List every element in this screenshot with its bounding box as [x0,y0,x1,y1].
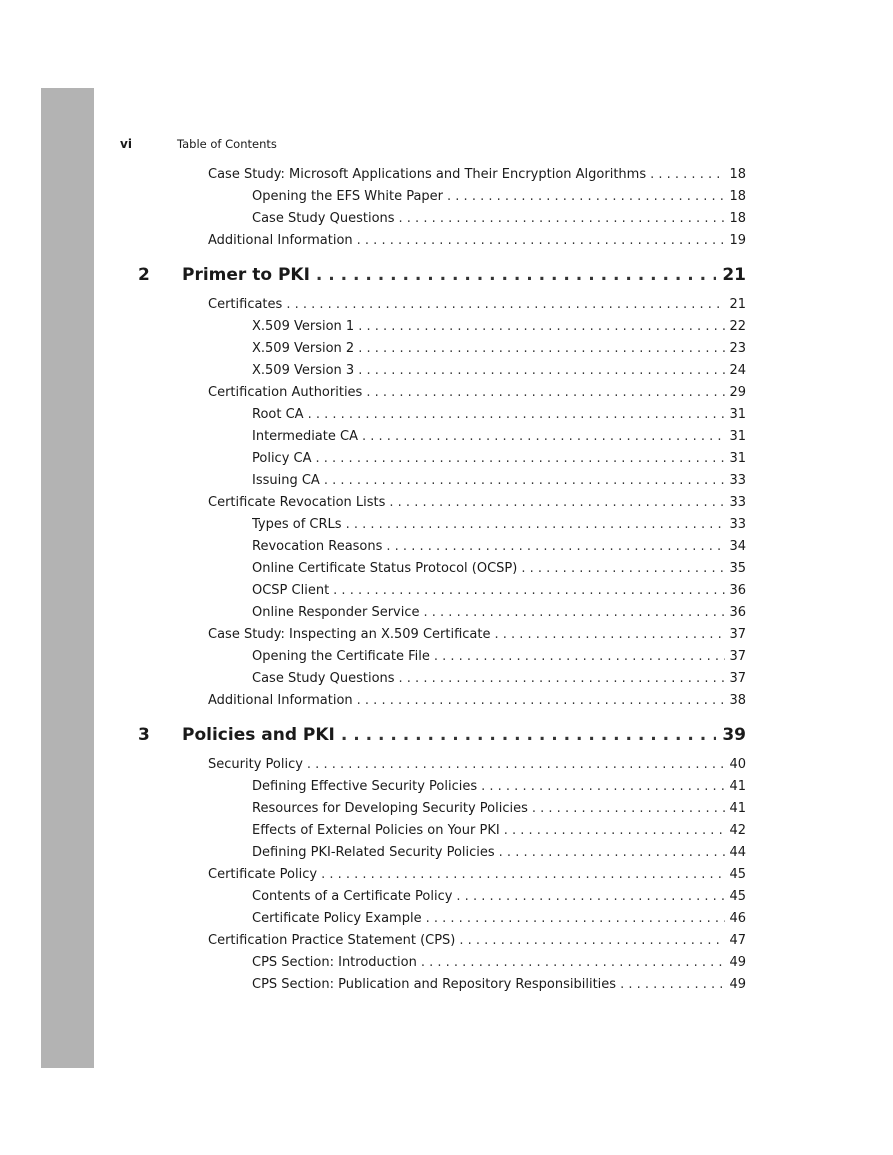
dot-leader [341,724,716,746]
toc-entry-title: Case Study Questions [252,671,395,686]
toc-page-number: 45 [729,889,746,904]
dot-leader [399,670,726,688]
toc-page-number: 37 [729,671,746,686]
toc-entry-title: X.509 Version 1 [252,319,355,334]
dot-leader [366,384,725,402]
toc-subsection-entry[interactable] [252,670,746,688]
toc-chapter-entry[interactable] [138,724,746,746]
dot-leader [316,450,726,468]
dot-leader [316,264,716,286]
dot-leader [447,188,725,206]
toc-subsection-entry[interactable] [252,648,746,666]
toc-subsection-entry[interactable] [252,822,746,840]
dot-leader [494,626,725,644]
toc-entry-title: Intermediate CA [252,429,358,444]
toc-entry-title: X.509 Version 2 [252,341,355,356]
toc-subsection-entry[interactable] [252,538,746,556]
dot-leader [346,516,726,534]
toc-entry-title: Online Responder Service [252,605,420,620]
toc-page-number: 21 [729,297,746,312]
toc-entry-title: OCSP Client [252,583,330,598]
toc-entry-title: Certificate Policy [208,867,318,882]
toc-entry-title: Primer to PKI [182,265,310,285]
toc-subsection-entry[interactable] [252,188,746,206]
dot-leader [324,472,726,490]
toc-page-number: 49 [729,977,746,992]
toc-section-entry[interactable] [208,932,746,950]
toc-page-number: 47 [729,933,746,948]
toc-page-number: 31 [729,429,746,444]
toc-page-number: 45 [729,867,746,882]
toc-page-number: 33 [729,517,746,532]
toc-entry-title: Additional Information [208,233,353,248]
toc-subsection-entry[interactable] [252,472,746,490]
toc-entry-title: Security Policy [208,757,303,772]
toc-page-number: 33 [729,473,746,488]
toc-page-number: 40 [729,757,746,772]
toc-section-entry[interactable] [208,756,746,774]
toc-subsection-entry[interactable] [252,888,746,906]
toc-entry-title: Effects of External Policies on Your PKI [252,823,500,838]
page-number: vi [120,137,132,151]
dot-leader [532,800,726,818]
toc-page-number: 36 [729,605,746,620]
toc-entry-title: Policies and PKI [182,725,335,745]
toc-page-number: 36 [729,583,746,598]
toc-subsection-entry[interactable] [252,210,746,228]
toc-entry-title: CPS Section: Publication and Repository Responsibilities [252,977,617,992]
toc-entry-title: Defining Effective Security Policies [252,779,478,794]
toc-section-entry[interactable] [208,384,746,402]
toc-section-entry[interactable] [208,494,746,512]
toc-entry-title: Root CA [252,407,304,422]
dot-leader [358,340,725,358]
toc-entry-title: Types of CRLs [252,517,342,532]
toc-entry-title: Certification Practice Statement (CPS) [208,933,456,948]
toc-entry-title: Case Study: Microsoft Applications and Their Encryption Algorithms [208,167,647,182]
dot-leader [399,210,726,228]
toc-page-number: 23 [729,341,746,356]
toc-entry-title: Issuing CA [252,473,320,488]
toc-page-number: 18 [729,167,746,182]
toc-entry-title: Additional Information [208,693,353,708]
toc-page-number: 46 [729,911,746,926]
toc-entry-title: CPS Section: Introduction [252,955,417,970]
toc-subsection-entry[interactable] [252,778,746,796]
chapter-number: 2 [138,265,150,285]
toc-subsection-entry[interactable] [252,910,746,928]
chapter-number: 3 [138,725,150,745]
toc-entry-title: Opening the EFS White Paper [252,189,444,204]
running-head: Table of Contents [177,137,277,151]
toc-subsection-entry[interactable] [252,582,746,600]
toc-section-entry[interactable] [208,296,746,314]
dot-leader [459,932,725,950]
toc-page-number: 41 [729,801,746,816]
toc-section-entry[interactable] [208,232,746,250]
toc-page-number: 19 [729,233,746,248]
toc-subsection-entry[interactable] [252,406,746,424]
toc-page-number: 22 [729,319,746,334]
dot-leader [307,756,726,774]
dot-leader [333,582,725,600]
dot-leader [362,428,725,446]
toc-subsection-entry[interactable] [252,450,746,468]
toc-subsection-entry[interactable] [252,428,746,446]
dot-leader [389,494,725,512]
toc-page-number: 39 [722,725,746,745]
toc-page-number: 34 [729,539,746,554]
toc-entry-title: Certification Authorities [208,385,363,400]
toc-subsection-entry[interactable] [252,800,746,818]
toc-entry-title: Contents of a Certificate Policy [252,889,453,904]
dot-leader [650,166,725,184]
toc-page-number: 42 [729,823,746,838]
toc-page-number: 33 [729,495,746,510]
toc-entry-title: Resources for Developing Security Policies [252,801,528,816]
toc-subsection-entry[interactable] [252,340,746,358]
toc-page-number: 44 [729,845,746,860]
dot-leader [456,888,725,906]
dot-leader [504,822,726,840]
dot-leader [357,692,726,710]
toc-page-number: 49 [729,955,746,970]
dot-leader [357,232,726,250]
dot-leader [434,648,726,666]
dot-leader [286,296,725,314]
toc-page-number: 21 [722,265,746,285]
toc-entry-title: Opening the Certificate File [252,649,430,664]
toc-page-number: 41 [729,779,746,794]
toc-subsection-entry[interactable] [252,844,746,862]
dot-leader [358,362,725,380]
dot-leader [424,604,726,622]
toc-page-number: 37 [729,649,746,664]
toc-entry-title: Case Study: Inspecting an X.509 Certificate [208,627,491,642]
toc-page-number: 35 [729,561,746,576]
toc-entry-title: X.509 Version 3 [252,363,355,378]
toc-subsection-entry[interactable] [252,604,746,622]
toc-entry-title: Online Certificate Status Protocol (OCSP) [252,561,518,576]
toc-page-number: 31 [729,451,746,466]
toc-subsection-entry[interactable] [252,976,746,994]
toc-entry-title: Case Study Questions [252,211,395,226]
dot-leader [321,866,725,884]
toc-subsection-entry[interactable] [252,560,746,578]
toc-page-number: 37 [729,627,746,642]
dot-leader [499,844,726,862]
toc-entry-title: Certificate Policy Example [252,911,422,926]
toc-entry-title: Certificates [208,297,283,312]
dot-leader [521,560,725,578]
dot-leader [308,406,726,424]
dot-leader [481,778,725,796]
toc-section-entry[interactable] [208,626,746,644]
dot-leader [386,538,725,556]
toc-entry-title: Policy CA [252,451,312,466]
toc-subsection-entry[interactable] [252,362,746,380]
toc-section-entry[interactable] [208,166,746,184]
toc-entry-title: Revocation Reasons [252,539,383,554]
toc-page-number: 18 [729,211,746,226]
toc-page-number: 18 [729,189,746,204]
toc-chapter-entry[interactable] [138,264,746,286]
toc-section-entry[interactable] [208,866,746,884]
dot-leader [620,976,725,994]
toc-subsection-entry[interactable] [252,516,746,534]
toc-subsection-entry[interactable] [252,318,746,336]
toc-page-number: 38 [729,693,746,708]
dot-leader [358,318,725,336]
toc-entry-title: Defining PKI-Related Security Policies [252,845,495,860]
toc-section-entry[interactable] [208,692,746,710]
toc-entry-title: Certificate Revocation Lists [208,495,386,510]
toc-page-number: 24 [729,363,746,378]
toc-page-number: 31 [729,407,746,422]
toc-page-number: 29 [729,385,746,400]
toc-subsection-entry[interactable] [252,954,746,972]
dot-leader [426,910,726,928]
dot-leader [421,954,726,972]
